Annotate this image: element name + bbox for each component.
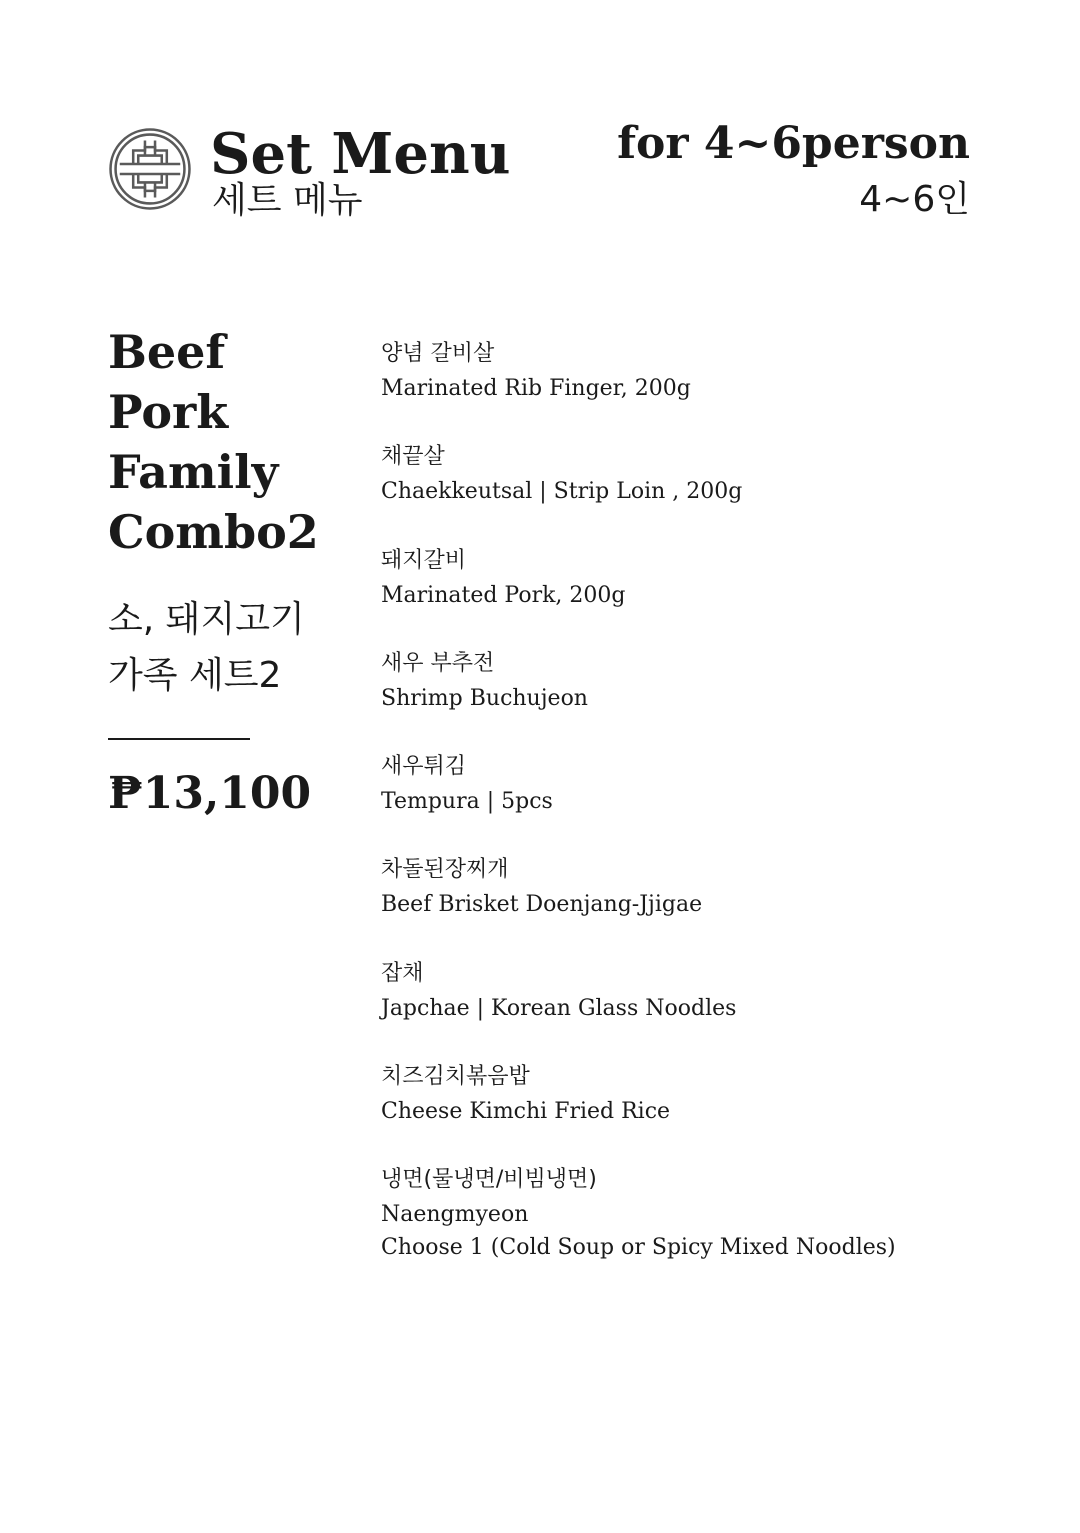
combo-info	[108, 322, 358, 824]
combo-name-line: Pork	[108, 385, 229, 439]
menu-item-english: Japchae | Korean Glass Noodles	[381, 995, 737, 1021]
combo-name-korean-line: 소, 돼지고기	[108, 599, 305, 640]
page-title-korean: 세트 메뉴	[212, 180, 363, 221]
menu-item	[381, 852, 1021, 955]
menu-item	[381, 336, 1021, 439]
combo-price: ₱13,100	[108, 768, 312, 819]
korean-lattice-emblem-icon	[108, 127, 192, 211]
menu-item-english: Tempura | 5pcs	[381, 789, 553, 815]
party-size: for 4~6person	[617, 118, 970, 169]
menu-item-english: Choose 1 (Cold Soup or Spicy Mixed Noodles)	[381, 1235, 896, 1261]
combo-name-line: Beef	[108, 325, 226, 379]
menu-item-english: Shrimp Buchujeon	[381, 685, 588, 711]
page-title: Set Menu	[210, 121, 511, 187]
menu-item	[381, 956, 1021, 1059]
menu-item	[381, 439, 1021, 542]
menu-item-korean: 돼지갈비	[381, 547, 467, 573]
party-size-korean: 4~6인	[859, 179, 970, 220]
menu-item	[381, 646, 1021, 749]
menu-item-english: Cheese Kimchi Fried Rice	[381, 1099, 671, 1125]
menu-item	[381, 1162, 1021, 1265]
divider	[108, 738, 250, 740]
combo-name-korean	[108, 592, 358, 704]
menu-item-korean: 양념 갈비살	[381, 341, 495, 366]
menu-item-english: Chaekkeutsal | Strip Loin , 200g	[381, 479, 743, 505]
menu-items-list	[381, 336, 1021, 1266]
menu-item-korean: 차돌된장찌개	[381, 857, 509, 883]
menu-item-english: Marinated Pork, 200g	[381, 582, 626, 608]
menu-item	[381, 749, 1021, 852]
menu-item-korean: 치즈김치볶음밥	[381, 1064, 530, 1090]
menu-item-english: Naengmyeon	[381, 1202, 529, 1228]
menu-item-korean: 새우 부추전	[381, 650, 495, 676]
combo-name-korean-line: 가족 세트2	[108, 655, 282, 696]
combo-name-line: Combo2	[108, 505, 319, 559]
menu-item	[381, 543, 1021, 646]
menu-item-english: Marinated Rib Finger, 200g	[381, 376, 691, 401]
menu-item-korean: 잡채	[381, 960, 424, 986]
menu-item-english: Beef Brisket Doenjang-Jjigae	[381, 892, 703, 918]
combo-name-line: Family	[108, 445, 279, 499]
menu-item-korean: 채끝살	[381, 444, 445, 470]
menu-item	[381, 1059, 1021, 1162]
combo-name	[108, 322, 358, 562]
menu-item-korean: 냉면(물냉면/비빔냉면)	[381, 1167, 597, 1193]
menu-item-korean: 새우튀김	[381, 754, 467, 780]
